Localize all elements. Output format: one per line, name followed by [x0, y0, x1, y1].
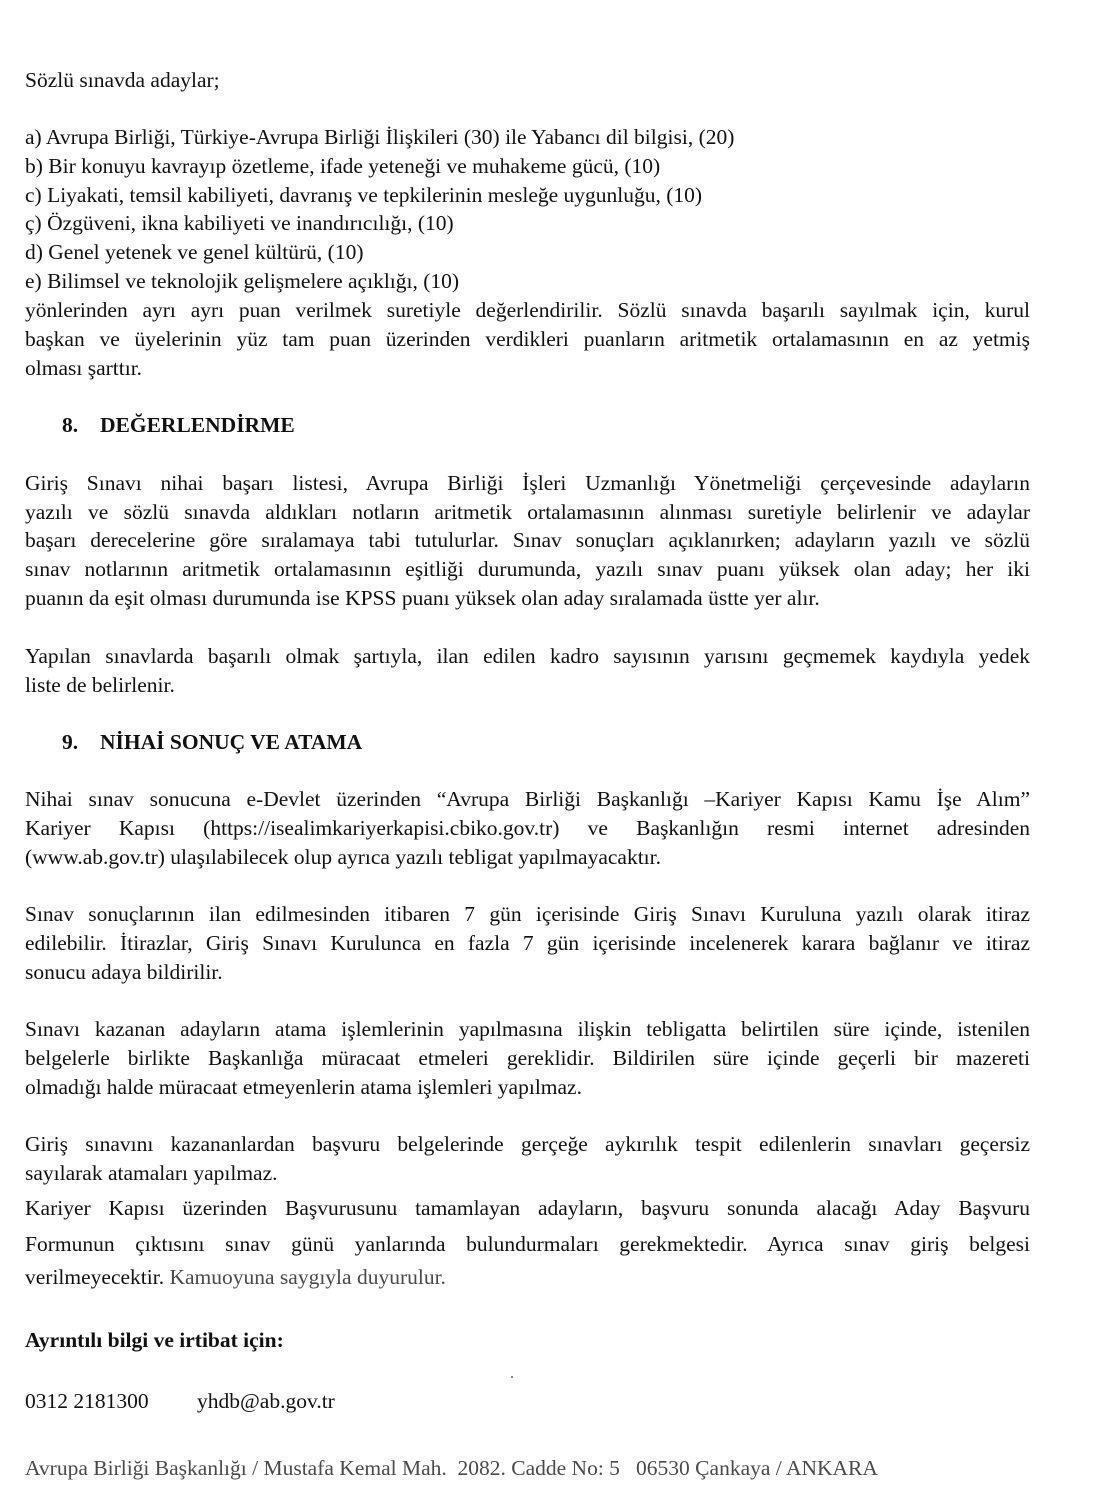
section-9-p5-line-1: Kariyer Kapısı üzerinden Başvurusunu tamamlayan adayların, başvuru sonunda alacağı Aday Başvuru: [25, 1196, 1030, 1220]
section-9-p5-line-2: Formunun çıktısını sınav günü yanlarında bulundurmaları gerekmektedir. Ayrıca sınav giriş belgesi: [25, 1232, 1030, 1256]
criterion-c-cedilla: ç) Özgüveni, ikna kabiliyeti ve inandırıcılığı, (10): [25, 211, 454, 235]
section-8-p2-line-2: liste de belirlenir.: [25, 673, 175, 697]
section-9-heading: [62, 728, 362, 757]
oral-exam-intro: Sözlü sınavda adaylar;: [25, 68, 220, 92]
section-9-p1-line-1: Nihai sınav sonucuna e-Devlet üzerinden “Avrupa Birliği Başkanlığı –Kariyer Kapısı Kamu İşe Alım”: [25, 787, 1030, 811]
section-9-title: NİHAİ SONUÇ VE ATAMA: [100, 730, 363, 754]
criterion-d: d) Genel yetenek ve genel kültürü, (10): [25, 240, 364, 264]
criterion-a: a) Avrupa Birliği, Türkiye-Avrupa Birliği İlişkileri (30) ile Yabancı dil bilgisi, (20): [25, 125, 735, 149]
criterion-b: b) Bir konuyu kavrayıp özetleme, ifade yeteneği ve muhakeme gücü, (10): [25, 154, 661, 178]
section-8-p1-line-1: Giriş Sınavı nihai başarı listesi, Avrupa Birliği İşleri Uzmanlığı Yönetmeliği çerçevesinde adayların: [25, 471, 1030, 495]
section-8-title: DEĞERLENDİRME: [100, 413, 295, 437]
section-9-p2-line-3: sonucu adaya bildirilir.: [25, 960, 223, 984]
criterion-c: c) Liyakati, temsil kabiliyeti, davranış ve tepkilerinin mesleğe uygunluğu, (10): [25, 183, 703, 207]
section-9-number: 9.: [62, 730, 79, 754]
contact-info: [25, 1387, 1030, 1416]
section-9-p3-line-3: olmadığı halde müracaat etmeyenlerin atama işlemleri yapılmaz.: [25, 1075, 582, 1099]
oral-exam-conclusion-line-2: başkan ve üyelerinin yüz tam puan üzerinden verdikleri puanların aritmetik ortalamasının en az yetmiş: [25, 327, 1030, 351]
section-9-p3-line-2: belgelerle birlikte Başkanlığa müracaat etmeleri gereklidir. Bildirilen süre içinde geçerli bir mazereti: [25, 1046, 1030, 1070]
closing-statement: Kamuoyuna saygıyla duyurulur.: [164, 1265, 446, 1289]
section-8-p2-line-1: Yapılan sınavlarda başarılı olmak şartıyla, ilan edilen kadro sayısının yarısını geçmemek kaydıyla yedek: [25, 644, 1030, 668]
oral-exam-conclusion-line-3: olması şarttır.: [25, 356, 143, 380]
section-9-p5-last: verilmeyecektir.: [25, 1265, 165, 1289]
section-8-p1-line-2: yazılı ve sözlü sınavda aldıkları notların aritmetik ortalamasının alınması suretiyle belirlenir ve adaylar: [25, 500, 1030, 524]
criterion-e: e) Bilimsel ve teknolojik gelişmelere açıklığı, (10): [25, 269, 460, 293]
section-9-p2-line-1: Sınav sonuçlarının ilan edilmesinden itibaren 7 gün içerisinde Giriş Sınavı Kuruluna yazılı olarak itiraz: [25, 902, 1030, 926]
section-9-p4-line-1: Giriş sınavını kazananlardan başvuru belgelerinde gerçeğe aykırılık tespit edilenlerin sınavları geçersiz: [25, 1132, 1030, 1156]
section-9-p3-line-1: Sınavı kazanan adayların atama işlemlerinin yapılmasına ilişkin tebligatta belirtilen süre içinde, istenilen: [25, 1017, 1030, 1041]
section-8-p1-line-4: sınav notlarının aritmetik ortalamasının eşitliği durumunda, yazılı sınav puanı yüksek olan aday; her iki: [25, 557, 1030, 581]
contact-phone: 0312 2181300: [25, 1389, 149, 1413]
contact-email[interactable]: yhdb@ab.gov.tr: [197, 1389, 335, 1413]
section-9-p1-line-2: Kariyer Kapısı (https://isealimkariyerkapisi.cbiko.gov.tr) ve Başkanlığın resmi internet adresinden: [25, 816, 1030, 840]
oral-exam-conclusion-line-1: yönlerinden ayrı ayrı puan verilmek suretiyle değerlendirilir. Sözlü sınavda başarılı sayılmak için, kurul: [25, 298, 1030, 322]
section-8-p1-line-5: puanın da eşit olması durumunda ise KPSS puanı yüksek olan aday sıralamada üstte yer alır.: [25, 586, 820, 610]
section-8-heading: [62, 411, 295, 440]
contact-heading: Ayrıntılı bilgi ve irtibat için:: [25, 1328, 284, 1352]
section-9-p1-line-3: (www.ab.gov.tr) ulaşılabilecek olup ayrıca yazılı tebligat yapılmayacaktır.: [25, 845, 662, 869]
section-9-p2-line-2: edilebilir. İtirazlar, Giriş Sınavı Kurulunca en fazla 7 gün içerisinde incelenerek karara bağlanır ve itiraz: [25, 931, 1030, 955]
section-9-p4-line-2: sayılarak atamaları yapılmaz.: [25, 1161, 278, 1185]
footer-address: Avrupa Birliği Başkanlığı / Mustafa Kemal Mah. 2082. Cadde No: 5 06530 Çankaya / ANKARA: [25, 1456, 878, 1480]
section-9-p5-line-3: [25, 1263, 1030, 1292]
stray-dot: [511, 1376, 513, 1378]
section-8-p1-line-3: başarı derecelerine göre sıralamaya tabi tutulurlar. Sınav sonuçları açıklanırken; adayların yazılı ve sözlü: [25, 528, 1030, 552]
section-8-number: 8.: [62, 413, 79, 437]
